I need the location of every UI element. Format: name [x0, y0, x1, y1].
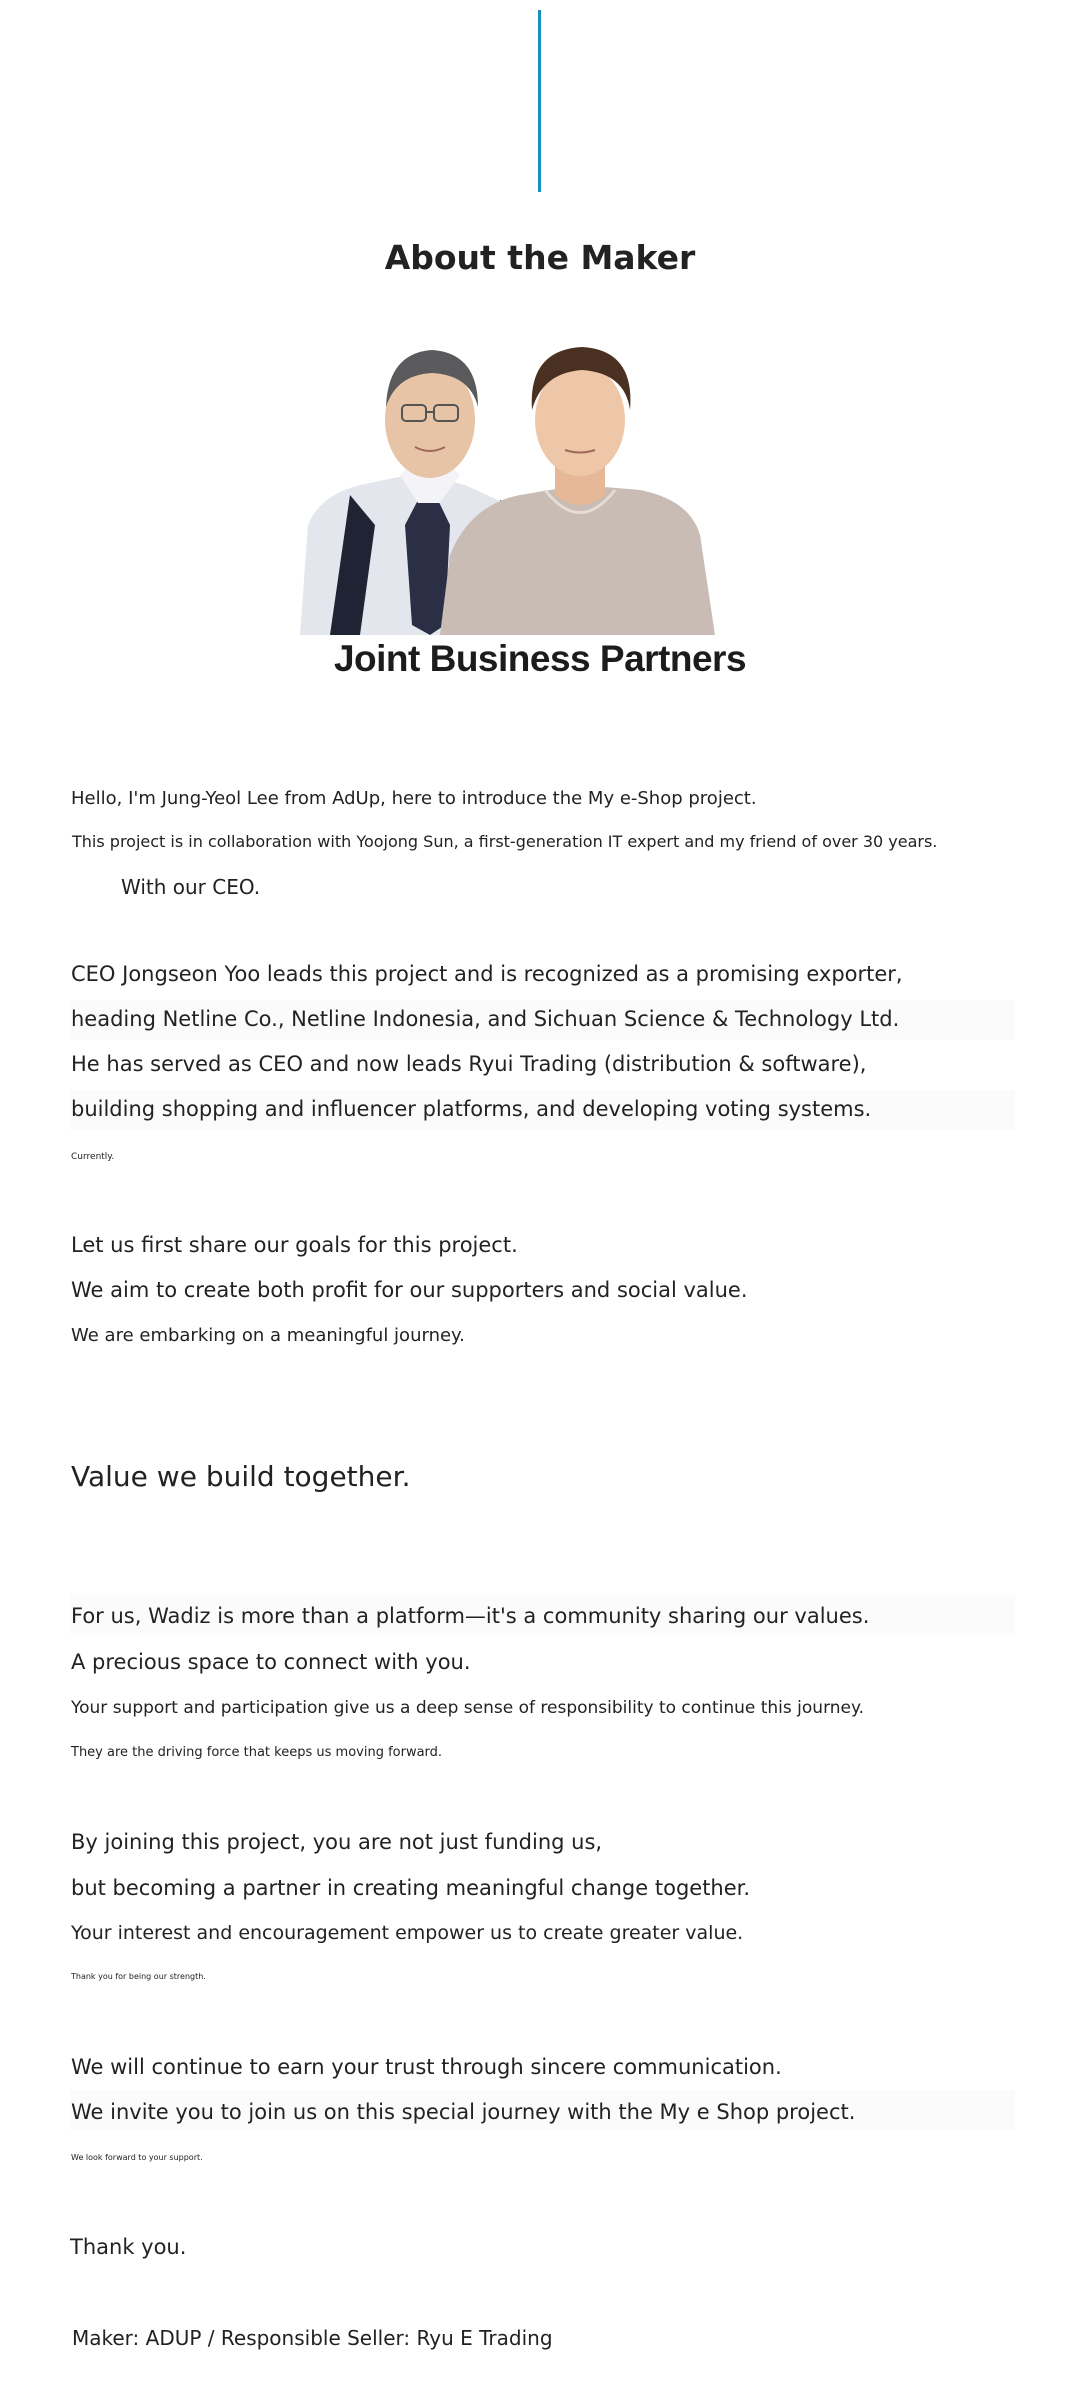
divider-line	[538, 10, 541, 192]
ceo-line-3: He has served as CEO and now leads Ryui Trading (distribution & software),	[71, 1052, 867, 1076]
joining-note: Thank you for being our strength.	[71, 1972, 206, 1981]
closing-thanks: Thank you.	[70, 2235, 187, 2259]
intro-line-3: With our CEO.	[121, 875, 261, 899]
goals-line-1: Let us first share our goals for this project.	[71, 1233, 518, 1257]
ceo-line-1: CEO Jongseon Yoo leads this project and is recognized as a promising exporter,	[71, 962, 903, 986]
trust-line-2: We invite you to join us on this special journey with the My e Shop project.	[71, 2100, 856, 2124]
community-line-4: They are the driving force that keeps us moving forward.	[71, 1745, 443, 1760]
community-line-2: A precious space to connect with you.	[71, 1650, 471, 1674]
joining-line-1: By joining this project, you are not just funding us,	[71, 1830, 603, 1854]
goals-line-2: We aim to create both profit for our supporters and social value.	[71, 1278, 748, 1302]
intro-line-2: This project is in collaboration with Yoojong Sun, a first-generation IT expert and my friend of over 30 years.	[72, 832, 938, 851]
community-line-3: Your support and participation give us a deep sense of responsibility to continue this journey.	[71, 1698, 865, 1718]
section-title: About the Maker	[384, 238, 696, 277]
community-line-1: For us, Wadiz is more than a platform—it's a community sharing our values.	[71, 1604, 870, 1628]
maker-photo	[300, 325, 800, 635]
trust-line-1: We will continue to earn your trust through sincere communication.	[71, 2055, 782, 2079]
ceo-note: Currently.	[71, 1152, 115, 1162]
trust-note: We look forward to your support.	[71, 2153, 203, 2162]
joining-line-3: Your interest and encouragement empower us to create greater value.	[71, 1922, 744, 1944]
value-heading: Value we build together.	[71, 1460, 411, 1493]
goals-line-3: We are embarking on a meaningful journey.	[71, 1325, 465, 1346]
maker-info: Maker: ADUP / Responsible Seller: Ryu E Trading	[72, 2326, 553, 2350]
ceo-line-2: heading Netline Co., Netline Indonesia, and Sichuan Science & Technology Ltd.	[71, 1007, 900, 1031]
person-right-portrait	[440, 347, 715, 635]
intro-line-1: Hello, I'm Jung-Yeol Lee from AdUp, here to introduce the My e-Shop project.	[71, 788, 757, 809]
ceo-line-4: building shopping and influencer platforms, and developing voting systems.	[71, 1097, 872, 1121]
partners-heading: Joint Business Partners	[333, 638, 747, 679]
joining-line-2: but becoming a partner in creating meaningful change together.	[71, 1876, 751, 1900]
